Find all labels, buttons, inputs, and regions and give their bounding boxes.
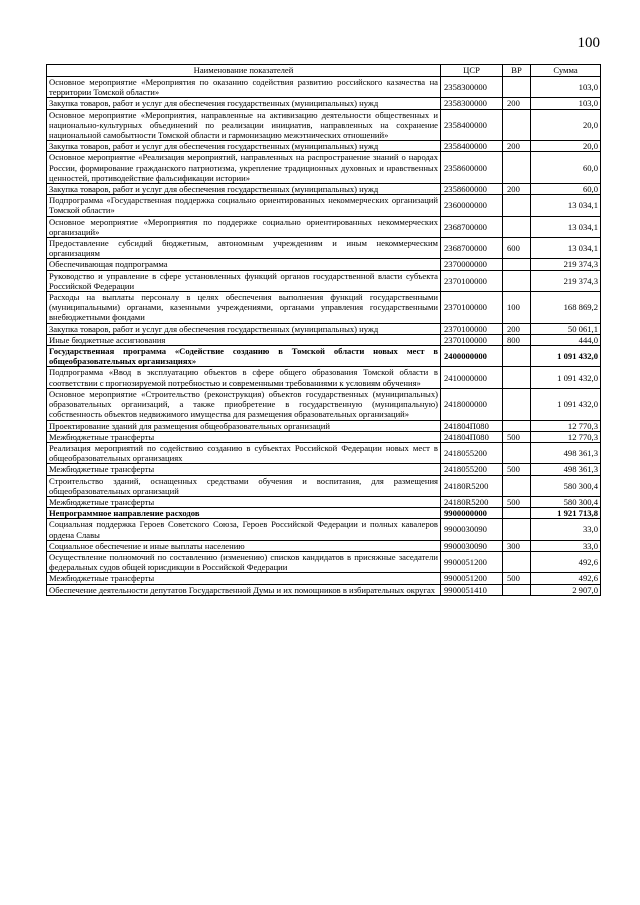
row-csr-cell: 2418000000 [441, 388, 503, 420]
row-sum-cell: 492,6 [531, 551, 601, 572]
row-vr-cell: 800 [503, 334, 531, 345]
row-name-cell: Обеспечение деятельности депутатов Государственной Думы и их помощников в избирательных округах [47, 584, 441, 595]
table-row [47, 259, 601, 270]
row-sum-cell: 13 034,1 [531, 238, 601, 259]
row-name-cell: Осуществление полномочий по составлению (изменению) списков кандидатов в присяжные заседатели федеральных судов общей юрисдикции в Российской Федерации [47, 551, 441, 572]
row-csr-cell: 2410000000 [441, 367, 503, 388]
row-csr-cell: 2358300000 [441, 98, 503, 109]
row-name-cell: Государственная программа «Содействие созданию в Томской области новых мест в общеобразовательных организациях» [47, 346, 441, 367]
row-csr-cell: 9900000000 [441, 508, 503, 519]
row-vr-cell [503, 195, 531, 216]
row-sum-cell: 1 921 713,8 [531, 508, 601, 519]
row-name-cell: Руководство и управление в сфере установленных функций органов государственной власти субъекта Российской Федерации [47, 270, 441, 291]
row-sum-cell: 33,0 [531, 519, 601, 540]
table-row [47, 420, 601, 431]
row-sum-cell: 103,0 [531, 77, 601, 98]
row-name-cell: Социальное обеспечение и иные выплаты населению [47, 540, 441, 551]
table-row [47, 475, 601, 496]
row-name-cell: Основное мероприятие «Реализация мероприятий, направленных на распространение знаний о народах России, формирование гражданского патриотизма, укрепление традиционных духовных и нравственных ценностей, противодействие фальсификации истории» [47, 152, 441, 184]
row-csr-cell: 241804П080 [441, 431, 503, 442]
row-csr-cell: 2358300000 [441, 77, 503, 98]
row-name-cell: Основное мероприятие «Мероприятия, направленные на активизацию деятельности общественных и национально-культурных объединений по реализации инициатив, направленных на сохранение национальной самобытности Томской области и гармонизацию межэтнических отношений» [47, 109, 441, 141]
row-sum-cell: 444,0 [531, 334, 601, 345]
row-vr-cell [503, 442, 531, 463]
row-name-cell: Подпрограмма «Государственная поддержка социально ориентированных некоммерческих организаций Томской области» [47, 195, 441, 216]
row-vr-cell [503, 475, 531, 496]
row-vr-cell: 500 [503, 464, 531, 475]
table-row [47, 573, 601, 584]
row-csr-cell: 2358600000 [441, 152, 503, 184]
header-vr: ВР [503, 65, 531, 77]
row-vr-cell: 300 [503, 540, 531, 551]
row-vr-cell [503, 519, 531, 540]
row-csr-cell: 2368700000 [441, 238, 503, 259]
row-csr-cell: 2418055200 [441, 464, 503, 475]
row-csr-cell: 9900051200 [441, 551, 503, 572]
row-csr-cell: 2370100000 [441, 292, 503, 324]
table-row [47, 431, 601, 442]
row-sum-cell: 498 361,3 [531, 442, 601, 463]
row-csr-cell: 2370000000 [441, 259, 503, 270]
row-vr-cell: 500 [503, 431, 531, 442]
row-name-cell: Реализация мероприятий по содействию созданию в субъектах Российской Федерации новых мест в общеобразовательных организациях [47, 442, 441, 463]
row-sum-cell: 33,0 [531, 540, 601, 551]
table-body [47, 77, 601, 596]
row-sum-cell: 219 374,3 [531, 270, 601, 291]
table-row [47, 496, 601, 507]
table-row [47, 184, 601, 195]
row-csr-cell: 2418055200 [441, 442, 503, 463]
row-vr-cell [503, 152, 531, 184]
row-name-cell: Закупка товаров, работ и услуг для обеспечения государственных (муниципальных) нужд [47, 323, 441, 334]
row-csr-cell: 9900030090 [441, 519, 503, 540]
row-sum-cell: 60,0 [531, 184, 601, 195]
row-vr-cell [503, 216, 531, 237]
table-row [47, 334, 601, 345]
row-csr-cell: 9900051200 [441, 573, 503, 584]
row-vr-cell [503, 109, 531, 141]
header-csr: ЦСР [441, 65, 503, 77]
row-vr-cell [503, 388, 531, 420]
row-vr-cell [503, 346, 531, 367]
row-name-cell: Подпрограмма «Ввод в эксплуатацию объектов в сфере общего образования Томской области в соответствии с прогнозируемой потребностью и современными требованиями к условиям обучения» [47, 367, 441, 388]
row-name-cell: Основное мероприятие «Строительство (реконструкция) объектов государственных (муниципальных) образовательных организаций, а также приобретение в государственную (муниципальную) собственность объектов недвижимого имущества для размещения образовательных организаций» [47, 388, 441, 420]
header-sum: Сумма [531, 65, 601, 77]
row-csr-cell: 24180R5200 [441, 475, 503, 496]
row-vr-cell: 500 [503, 573, 531, 584]
row-vr-cell: 200 [503, 98, 531, 109]
row-vr-cell: 200 [503, 141, 531, 152]
row-name-cell: Основное мероприятие «Мероприятия по поддержке социально ориентированных некоммерческих организаций» [47, 216, 441, 237]
table-row [47, 323, 601, 334]
row-vr-cell [503, 259, 531, 270]
table-row [47, 584, 601, 595]
row-vr-cell: 100 [503, 292, 531, 324]
row-csr-cell: 2358400000 [441, 141, 503, 152]
row-sum-cell: 20,0 [531, 141, 601, 152]
row-csr-cell: 9900030090 [441, 540, 503, 551]
table-row [47, 519, 601, 540]
table-row [47, 540, 601, 551]
row-sum-cell: 20,0 [531, 109, 601, 141]
row-vr-cell: 600 [503, 238, 531, 259]
table-row [47, 109, 601, 141]
row-sum-cell: 580 300,4 [531, 496, 601, 507]
row-vr-cell [503, 508, 531, 519]
table-row [47, 195, 601, 216]
row-csr-cell: 2358600000 [441, 184, 503, 195]
row-sum-cell: 580 300,4 [531, 475, 601, 496]
row-vr-cell [503, 584, 531, 595]
table-row [47, 238, 601, 259]
page-number: 100 [577, 35, 600, 51]
row-sum-cell: 13 034,1 [531, 216, 601, 237]
row-name-cell: Непрограммное направление расходов [47, 508, 441, 519]
row-sum-cell: 50 061,1 [531, 323, 601, 334]
row-csr-cell: 2360000000 [441, 195, 503, 216]
row-csr-cell: 2370100000 [441, 270, 503, 291]
row-sum-cell: 492,6 [531, 573, 601, 584]
row-sum-cell: 168 869,2 [531, 292, 601, 324]
row-sum-cell: 498 361,3 [531, 464, 601, 475]
table-row [47, 152, 601, 184]
row-vr-cell [503, 420, 531, 431]
row-sum-cell: 103,0 [531, 98, 601, 109]
row-csr-cell: 2370100000 [441, 323, 503, 334]
budget-table [46, 64, 601, 596]
row-name-cell: Иные бюджетные ассигнования [47, 334, 441, 345]
row-vr-cell: 200 [503, 184, 531, 195]
table-row [47, 98, 601, 109]
row-name-cell: Основное мероприятие «Мероприятия по оказанию содействия развитию российского казачества на территории Томской области» [47, 77, 441, 98]
row-csr-cell: 9900051410 [441, 584, 503, 595]
table-row [47, 216, 601, 237]
row-sum-cell: 1 091 432,0 [531, 388, 601, 420]
table-row [47, 367, 601, 388]
row-vr-cell: 500 [503, 496, 531, 507]
row-name-cell: Закупка товаров, работ и услуг для обеспечения государственных (муниципальных) нужд [47, 184, 441, 195]
row-csr-cell: 2368700000 [441, 216, 503, 237]
row-sum-cell: 1 091 432,0 [531, 346, 601, 367]
row-vr-cell [503, 77, 531, 98]
row-vr-cell [503, 367, 531, 388]
row-name-cell: Закупка товаров, работ и услуг для обеспечения государственных (муниципальных) нужд [47, 98, 441, 109]
row-sum-cell: 12 770,3 [531, 431, 601, 442]
row-vr-cell [503, 551, 531, 572]
row-name-cell: Межбюджетные трансферты [47, 431, 441, 442]
row-name-cell: Расходы на выплаты персоналу в целях обеспечения выполнения функций государственными (муниципальными) органами, казенными учреждениями, органами управления государственными внебюджетными фондами [47, 292, 441, 324]
table-row [47, 442, 601, 463]
row-csr-cell: 241804П080 [441, 420, 503, 431]
row-sum-cell: 60,0 [531, 152, 601, 184]
row-csr-cell: 2358400000 [441, 109, 503, 141]
row-sum-cell: 12 770,3 [531, 420, 601, 431]
table-row [47, 141, 601, 152]
header-name: Наименование показателей [47, 65, 441, 77]
row-name-cell: Обеспечивающая подпрограмма [47, 259, 441, 270]
row-name-cell: Строительство зданий, оснащенных средствами обучения и воспитания, для размещения общеобразовательных организаций [47, 475, 441, 496]
table-row [47, 551, 601, 572]
table-row [47, 464, 601, 475]
table-row [47, 270, 601, 291]
row-sum-cell: 1 091 432,0 [531, 367, 601, 388]
row-sum-cell: 13 034,1 [531, 195, 601, 216]
table-row [47, 508, 601, 519]
table-row [47, 388, 601, 420]
row-vr-cell: 200 [503, 323, 531, 334]
row-name-cell: Межбюджетные трансферты [47, 464, 441, 475]
row-name-cell: Межбюджетные трансферты [47, 496, 441, 507]
row-name-cell: Предоставление субсидий бюджетным, автономным учреждениям и иным некоммерческим организациям [47, 238, 441, 259]
row-name-cell: Закупка товаров, работ и услуг для обеспечения государственных (муниципальных) нужд [47, 141, 441, 152]
row-csr-cell: 2400000000 [441, 346, 503, 367]
row-name-cell: Социальная поддержка Героев Советского Союза, Героев Российской Федерации и полных кавалеров ордена Славы [47, 519, 441, 540]
table-row [47, 346, 601, 367]
row-csr-cell: 24180R5200 [441, 496, 503, 507]
row-name-cell: Межбюджетные трансферты [47, 573, 441, 584]
table-row [47, 77, 601, 98]
table-header-row [47, 65, 601, 77]
row-sum-cell: 2 907,0 [531, 584, 601, 595]
row-sum-cell: 219 374,3 [531, 259, 601, 270]
row-csr-cell: 2370100000 [441, 334, 503, 345]
table-row [47, 292, 601, 324]
row-vr-cell [503, 270, 531, 291]
row-name-cell: Проектирование зданий для размещения общеобразовательных организаций [47, 420, 441, 431]
